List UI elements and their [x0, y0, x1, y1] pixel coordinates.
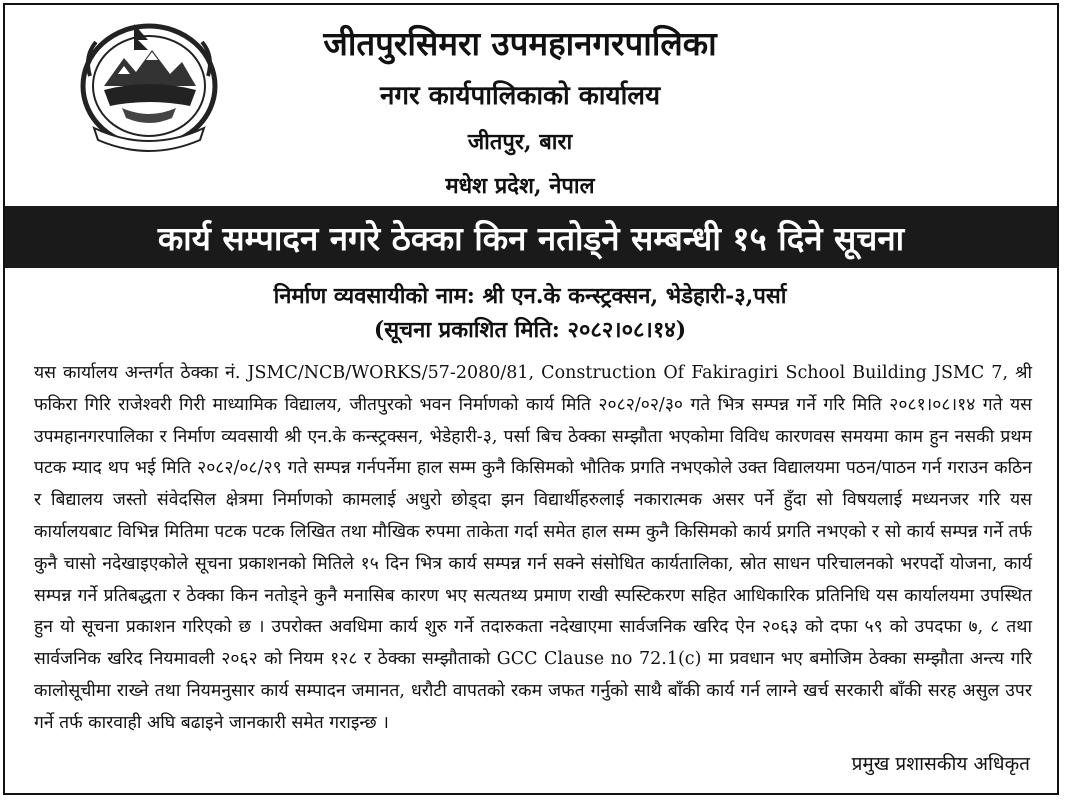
notice-title-banner [5, 206, 1057, 268]
municipality-name: जीतपुरसिमरा उपमहानगरपालिका [323, 24, 717, 63]
published-date-line: (सूचना प्रकाशित मिति: २०८२।०८।१४) [373, 317, 687, 343]
notice-body: यस कार्यालय अन्तर्गत ठेक्का नं. JSMC/NCB/WORKS/57-2080/81, Construction Of Fakiragiri School Building JSMC 7, श्री फकिरा गिरि राजेश्वरी गिरी माध्यामिक विद्यालय, जीतपुरको भवन निर्माणको कार्य मिति २०८२/०२/३० गते भित्र सम्पन्न गर्ने गरि मिति २०८१।०८।१४ गते यस उपमहानगरपालिका र निर्माण व्यवसायी श्री एन.के कन्स्ट्रक्सन, भेडेहारी-३, पर्सा बिच ठेक्का सम्झौता भएकोमा विविध कारणवस समयमा काम हुन नसकी प्रथम पटक म्याद थप भई मिति २०८२/०८/२९ गते सम्पन्न गर्नपर्नेमा हाल सम्म कुनै किसिमको भौतिक प्रगति नभएकोले उक्त विद्यालयमा पठन/पाठन गर्न गराउन कठिन र बिद्यालय जस्तो संवेदसिल क्षेत्रमा निर्माणको कामलाई अधुरो छोड्दा झन विद्यार्थीहरुलाई नकारात्मक असर पर्ने हुँदा सो विषयलाई मध्यनजर गरि यस कार्यालयबाट विभिन्न मितिमा पटक पटक लिखित तथा मौखिक रुपमा ताकेता गर्दा समेत हाल सम्म कुनै किसिमको कार्य प्रगति नभएको र सो कार्य सम्पन्न गर्ने तर्फ कुनै चासो नदेखाइएकोले सूचना प्रकाशनको मितिले १५ दिन भित्र कार्य सम्पन्न गर्न सक्ने संसोधित कार्यतालिका, स्रोत साधन परिचालनको भरपर्दो योजना, कार्य सम्पन्न गर्ने प्रतिबद्धता र ठेक्का किन नतोड्ने कुनै मनासिब कारण भए सत्यतथ्य प्रमाण राखी स्पस्टिकरण सहित आधिकारिक प्रतिनिधि यस कार्यालयमा उपस्थित हुन यो सूचना प्रकाशन गरिएको छ । उपरोक्त अवधिमा कार्य शुरु गर्ने तदारुकता नदेखाएमा सार्वजनिक खरिद ऐन २०६३ को दफा ५९ को उपदफा ७, ८ तथा सार्वजनिक खरिद नियमावली २०६२ को नियम १२८ र ठेक्का सम्झौताको GCC Clause no 72.1(c) मा प्रवधान भए बमोजिम ठेक्का सम्झौता अन्त्य गरि कालोसूचीमा राख्ने तथा नियमनुसार कार्य सम्पादन जमानत, धरौटी वापतको रकम जफत गर्नुको साथै बाँकी कार्य गर्न लाग्ने खर्च सरकारी बाँकी सरह असुल उपर गर्ने तर्फ कारवाही अघि बढाइने जानकारी समेत गराइन्छ । [34, 363, 1032, 733]
office-name: नगर कार्यपालिकाको कार्यालय [379, 81, 661, 111]
office-location: जीतपुर, बारा [467, 129, 573, 155]
government-emblem-icon [74, 16, 224, 156]
contractor-line: निर्माण व्यवसायीको नाम: श्री एन.के कन्स्ट्रक्सन, भेडेहारी-३,पर्सा [273, 283, 787, 309]
notice-title: कार्य सम्पादन नगरे ठेक्का किन नतोड्ने सम्बन्धी १५ दिने सूचना [157, 218, 905, 258]
signatory: प्रमुख प्रशासकीय अधिकृत [851, 753, 1030, 775]
office-province: मधेश प्रदेश, नेपाल [445, 173, 595, 199]
